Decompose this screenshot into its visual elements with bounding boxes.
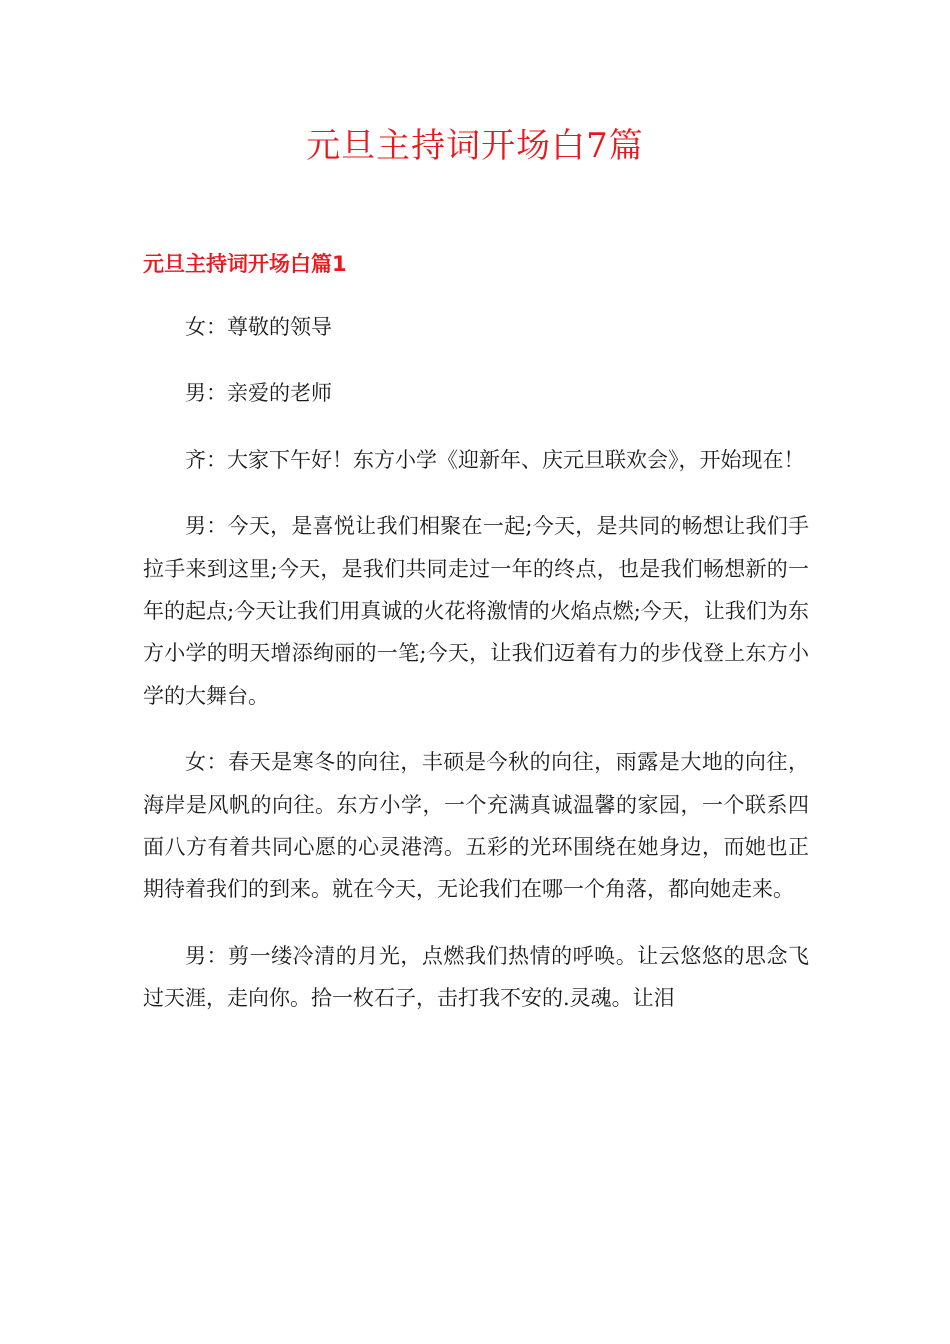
- section-heading: 元旦主持词开场白篇1: [143, 252, 347, 276]
- paragraph: 女：春天是寒冬的向往，丰硕是今秋的向往，雨露是大地的向往，海岸是风帆的向往。东方小学，一个充满真诚温馨的家园，一个联系四面八方有着共同心愿的心灵港湾。五彩的光环围绕在她身边，而她也正期待着我们的到来。就在今天，无论我们在哪一个角落，都向她走来。: [143, 750, 809, 902]
- paragraph: 男：剪一缕冷清的月光，点燃我们热情的呼唤。让云悠悠的思念飞过天涯，走向你。拾一枚石子，击打我不安的.灵魂。让泪: [143, 943, 809, 1011]
- paragraph: 男：亲爱的老师: [185, 381, 332, 406]
- document-title: 元旦主持词开场白7篇: [306, 126, 644, 166]
- paragraph: 女：尊敬的领导: [185, 315, 332, 339]
- body-text: [143, 306, 809, 1044]
- paragraph: 男：今天，是喜悦让我们相聚在一起;今天，是共同的畅想让我们手拉手来到这里;今天，是我们共同走过一年的终点，也是我们畅想新的一年的起点;今天让我们用真诚的火花将激情的火焰点燃;今天，让我们为东方小学的明天增添绚丽的一笔;今天，让我们迈着有力的步伐登上东方小学的大舞台。: [143, 514, 809, 708]
- paragraph: 齐：大家下午好！东方小学《迎新年、庆元旦联欢会》，开始现在！: [185, 447, 805, 472]
